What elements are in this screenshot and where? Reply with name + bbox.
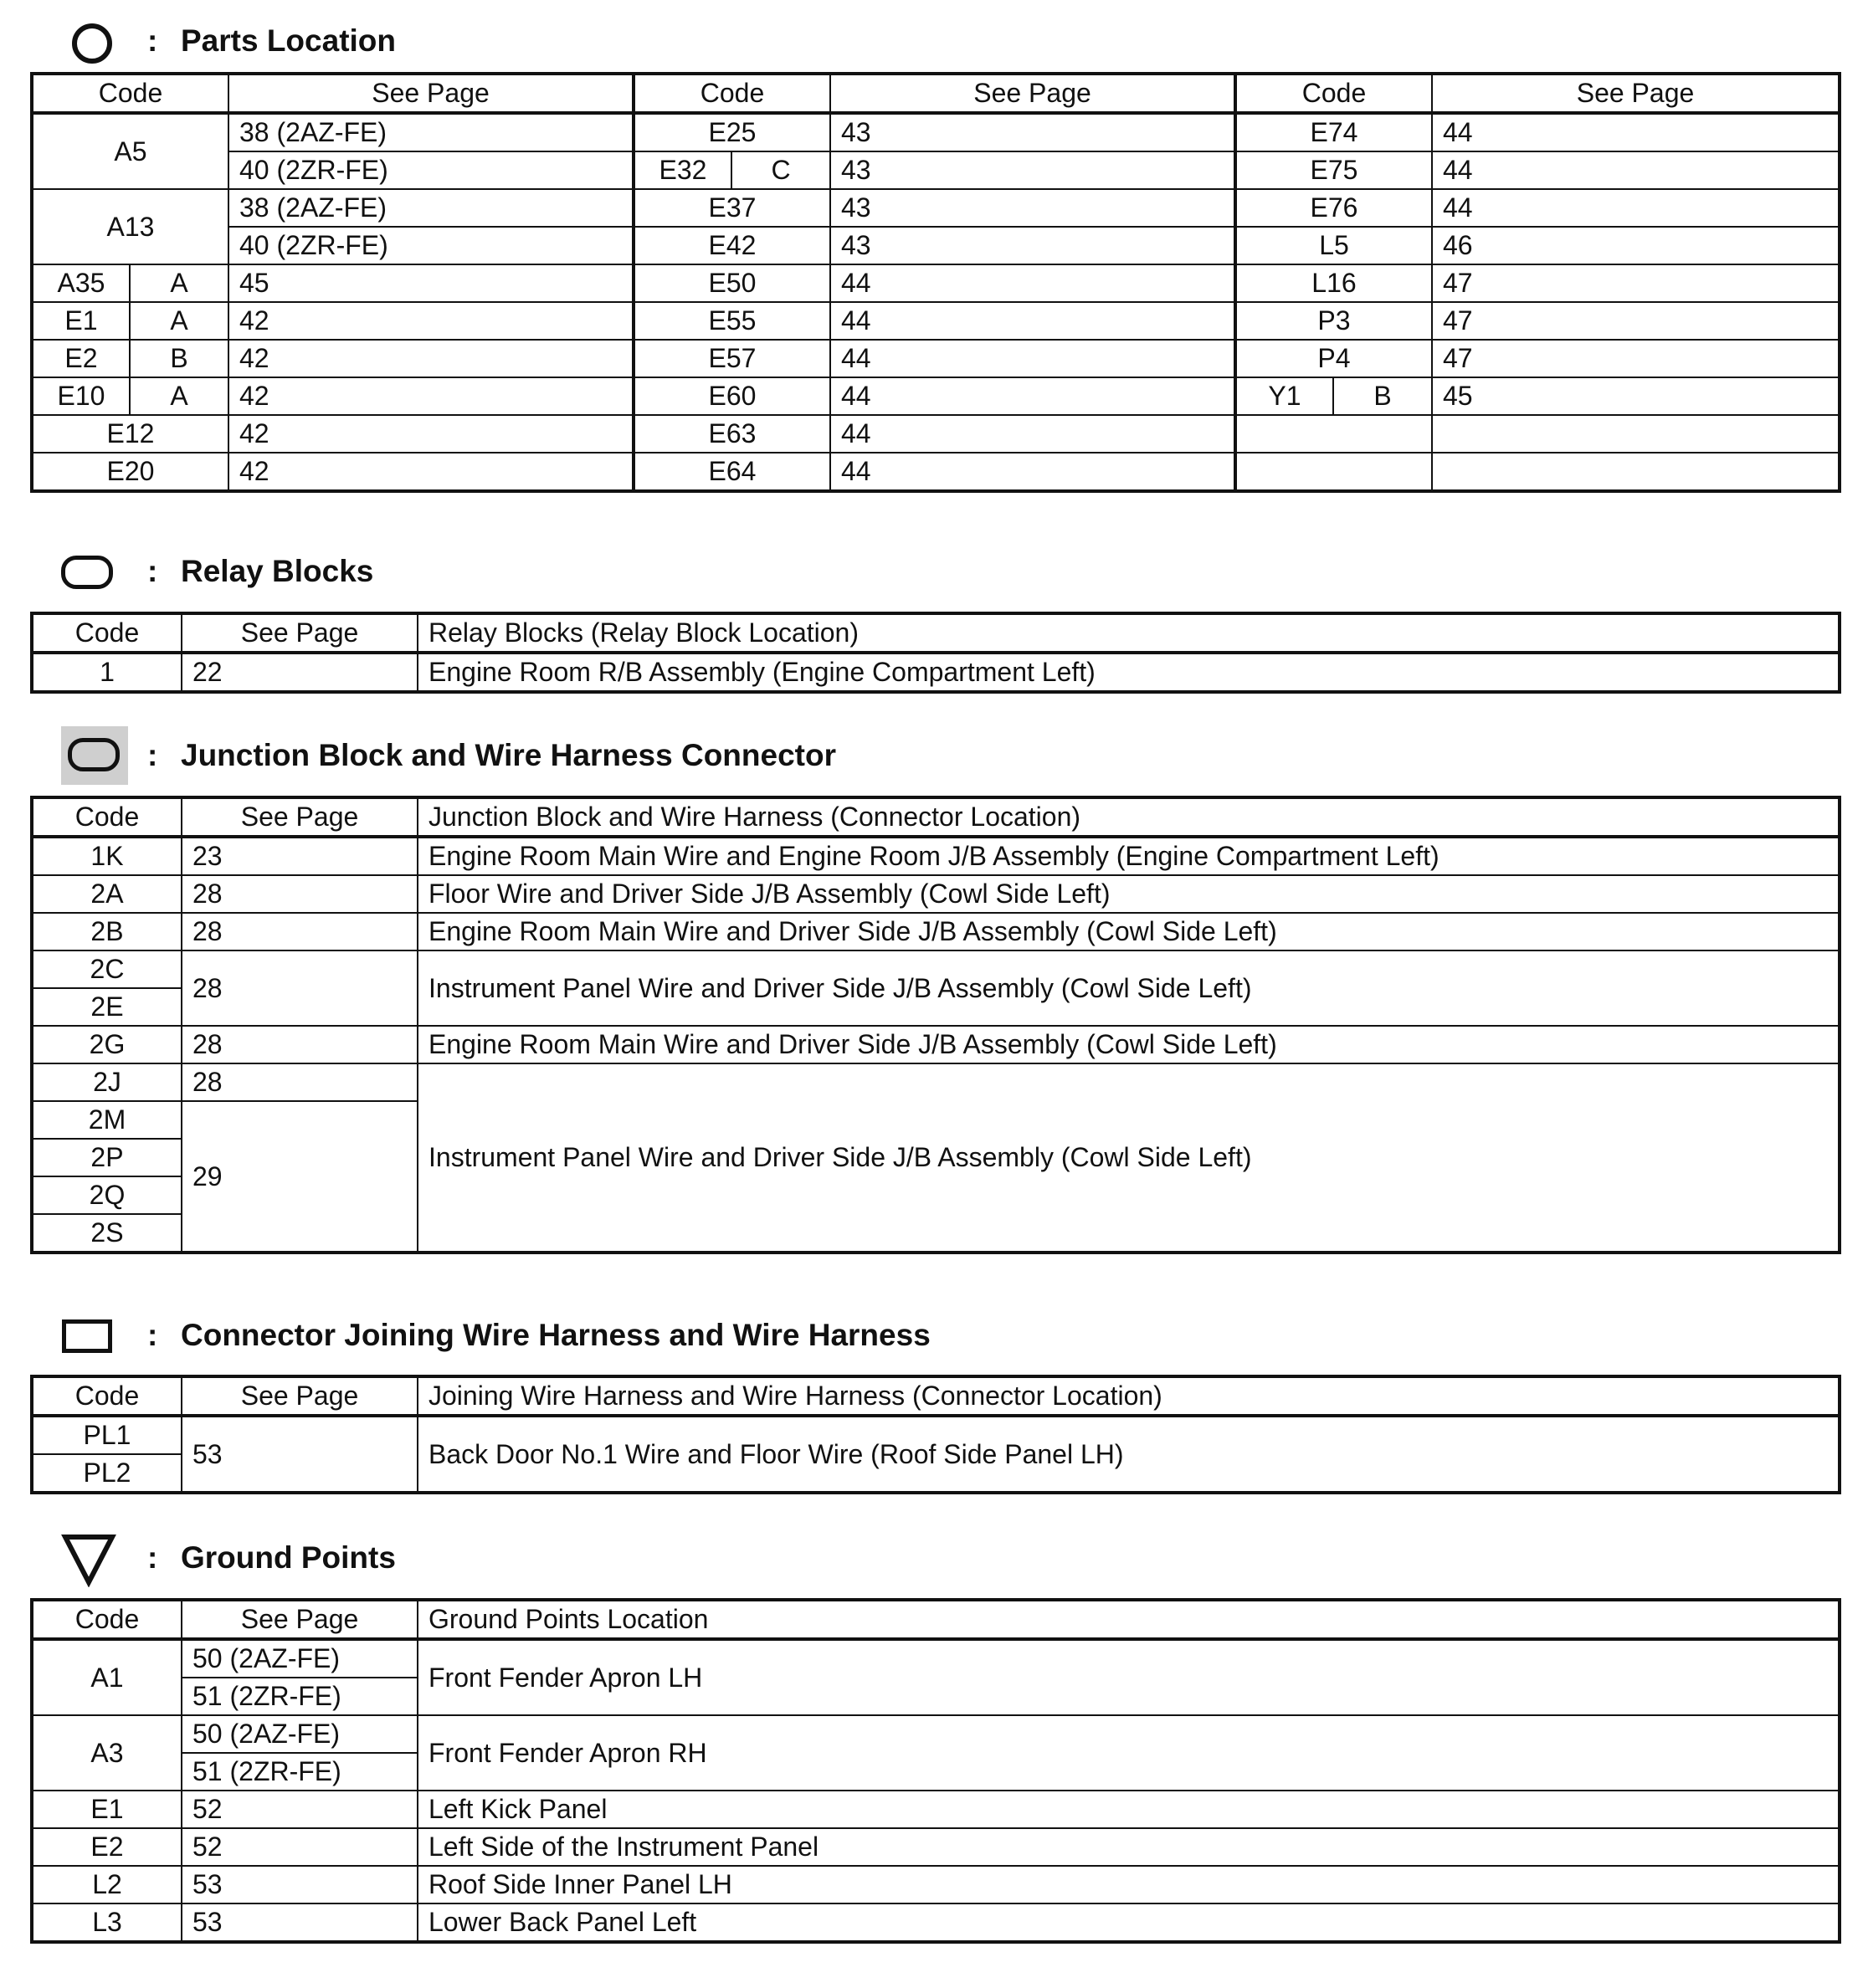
circle-icon: [59, 15, 132, 67]
page-cell: 44: [830, 453, 1235, 491]
parts-location-table: [30, 72, 1841, 493]
table-row: [32, 377, 1840, 415]
code-cell: E74: [1235, 113, 1432, 151]
code-cell: 1K: [32, 837, 182, 875]
code-cell: 1: [32, 653, 182, 692]
section-title-parts-location: [59, 15, 396, 67]
page-cell: 53: [182, 1866, 418, 1903]
code-cell: PL1: [32, 1416, 182, 1454]
location-cell: Engine Room Main Wire and Driver Side J/B Assembly (Cowl Side Left): [418, 1026, 1840, 1063]
page-cell: 29: [182, 1101, 418, 1253]
triangle-down-icon: [59, 1532, 132, 1584]
page-cell: 40 (2ZR-FE): [228, 227, 634, 264]
table-row: [32, 415, 1840, 453]
page-cell: 43: [830, 189, 1235, 227]
header-code: Code: [32, 797, 182, 837]
page-cell: 44: [1432, 151, 1840, 189]
code-cell: E63: [634, 415, 830, 453]
table-header-row: [32, 1600, 1840, 1639]
header-code: Code: [32, 1600, 182, 1639]
header-code: Code: [634, 74, 830, 113]
code-cell: P3: [1235, 302, 1432, 340]
page-cell: 44: [830, 415, 1235, 453]
page-cell: 47: [1432, 340, 1840, 377]
code-cell: E1: [32, 302, 130, 340]
sub-code-cell: B: [130, 340, 228, 377]
header-code: Code: [32, 74, 228, 113]
code-cell: E75: [1235, 151, 1432, 189]
page-cell: 38 (2AZ-FE): [228, 113, 634, 151]
code-cell: 2S: [32, 1214, 182, 1253]
page-cell: 42: [228, 415, 634, 453]
relay-blocks-table: [30, 612, 1841, 694]
page-cell: 47: [1432, 264, 1840, 302]
location-cell: Left Kick Panel: [418, 1791, 1840, 1828]
code-cell: L2: [32, 1866, 182, 1903]
code-cell: Y1: [1235, 377, 1333, 415]
shaded-rounded-rect-icon: [59, 730, 132, 781]
page-cell: 46: [1432, 227, 1840, 264]
page-cell: 44: [830, 377, 1235, 415]
page-cell: 28: [182, 950, 418, 1026]
sub-code-cell: A: [130, 302, 228, 340]
table-row: [32, 113, 1840, 151]
page-cell: 42: [228, 340, 634, 377]
header-location: Junction Block and Wire Harness (Connector Location): [418, 797, 1840, 837]
code-cell: E20: [32, 453, 228, 491]
code-cell: E42: [634, 227, 830, 264]
location-cell: Engine Room R/B Assembly (Engine Compartment Left): [418, 653, 1840, 692]
table-row: [32, 1715, 1840, 1753]
page-cell: 40 (2ZR-FE): [228, 151, 634, 189]
page-cell: 43: [830, 151, 1235, 189]
header-code: Code: [32, 613, 182, 653]
code-cell: 2C: [32, 950, 182, 988]
table-row: [32, 1416, 1840, 1454]
page-cell: 43: [830, 227, 1235, 264]
page-cell: 52: [182, 1791, 418, 1828]
colon: :: [147, 1540, 158, 1575]
code-cell: E12: [32, 415, 228, 453]
table-row: [32, 302, 1840, 340]
ground-points-title: Ground Points: [181, 1540, 396, 1575]
header-see-page: See Page: [182, 1600, 418, 1639]
table-row: [32, 1903, 1840, 1942]
code-cell: E76: [1235, 189, 1432, 227]
code-cell: A13: [32, 189, 228, 264]
code-cell: A3: [32, 1715, 182, 1791]
table-row: [32, 189, 1840, 227]
code-cell: PL2: [32, 1454, 182, 1493]
page-cell: 51 (2ZR-FE): [182, 1753, 418, 1791]
table-row: [32, 1866, 1840, 1903]
table-row: [32, 1026, 1840, 1063]
table-row: [32, 837, 1840, 875]
table-row: [32, 151, 1840, 189]
page-cell: 45: [228, 264, 634, 302]
junction-blocks-title: Junction Block and Wire Harness Connector: [181, 738, 836, 772]
table-row: [32, 453, 1840, 491]
code-cell: 2E: [32, 988, 182, 1026]
code-cell: L16: [1235, 264, 1432, 302]
code-cell: L5: [1235, 227, 1432, 264]
location-cell: Engine Room Main Wire and Engine Room J/B Assembly (Engine Compartment Left): [418, 837, 1840, 875]
table-header-row: [32, 797, 1840, 837]
sub-code-cell: A: [130, 264, 228, 302]
code-cell: E64: [634, 453, 830, 491]
code-cell: E60: [634, 377, 830, 415]
page-cell: 53: [182, 1416, 418, 1493]
page-cell: 47: [1432, 302, 1840, 340]
header-see-page: See Page: [182, 1376, 418, 1416]
rounded-rect-icon: [59, 546, 132, 597]
code-cell: E55: [634, 302, 830, 340]
code-cell: 2Q: [32, 1176, 182, 1214]
table-row: [32, 1639, 1840, 1678]
code-cell: E2: [32, 340, 130, 377]
code-cell: 2P: [32, 1139, 182, 1176]
code-cell: [1235, 453, 1432, 491]
location-cell: Floor Wire and Driver Side J/B Assembly (Cowl Side Left): [418, 875, 1840, 913]
code-cell: [1235, 415, 1432, 453]
code-cell: P4: [1235, 340, 1432, 377]
code-cell: E37: [634, 189, 830, 227]
header-see-page: See Page: [228, 74, 634, 113]
header-location: Relay Blocks (Relay Block Location): [418, 613, 1840, 653]
table-row: [32, 913, 1840, 950]
page-cell: 51 (2ZR-FE): [182, 1678, 418, 1715]
page-cell: 44: [1432, 189, 1840, 227]
page-cell: 42: [228, 453, 634, 491]
page-cell: 23: [182, 837, 418, 875]
connector-joining-table: [30, 1375, 1841, 1494]
page-cell: 53: [182, 1903, 418, 1942]
code-cell: E25: [634, 113, 830, 151]
page-cell: 28: [182, 913, 418, 950]
page-cell: 44: [830, 264, 1235, 302]
code-cell: A5: [32, 113, 228, 189]
page-cell: [1432, 415, 1840, 453]
page-cell: 50 (2AZ-FE): [182, 1639, 418, 1678]
colon: :: [147, 1318, 158, 1352]
header-see-page: See Page: [830, 74, 1235, 113]
relay-blocks-title: Relay Blocks: [181, 554, 374, 588]
table-row: [32, 264, 1840, 302]
page-cell: 44: [1432, 113, 1840, 151]
ground-points-table: [30, 1598, 1841, 1944]
code-cell: E1: [32, 1791, 182, 1828]
junction-blocks-table: [30, 796, 1841, 1254]
header-location: Joining Wire Harness and Wire Harness (Connector Location): [418, 1376, 1840, 1416]
table-row: [32, 340, 1840, 377]
page-cell: 28: [182, 875, 418, 913]
section-title-connector-joining: [59, 1309, 931, 1361]
header-see-page: See Page: [182, 613, 418, 653]
header-see-page: See Page: [182, 797, 418, 837]
section-title-ground-points: [59, 1532, 396, 1584]
location-cell: Left Side of the Instrument Panel: [418, 1828, 1840, 1866]
page-cell: 42: [228, 377, 634, 415]
section-title-relay-blocks: [59, 546, 373, 597]
header-see-page: See Page: [1432, 74, 1840, 113]
table-row: [32, 950, 1840, 988]
header-code: Code: [32, 1376, 182, 1416]
location-cell: Roof Side Inner Panel LH: [418, 1866, 1840, 1903]
page-cell: 22: [182, 653, 418, 692]
colon: :: [147, 23, 158, 58]
table-header-row: [32, 1376, 1840, 1416]
table-row: [32, 1828, 1840, 1866]
table-row: [32, 1063, 1840, 1101]
page-cell: 43: [830, 113, 1235, 151]
location-cell: Back Door No.1 Wire and Floor Wire (Roof Side Panel LH): [418, 1416, 1840, 1493]
code-cell: L3: [32, 1903, 182, 1942]
header-code: Code: [1235, 74, 1432, 113]
page-cell: 52: [182, 1828, 418, 1866]
page-cell: 28: [182, 1063, 418, 1101]
page-cell: 28: [182, 1026, 418, 1063]
page-cell: 50 (2AZ-FE): [182, 1715, 418, 1753]
section-title-junction-block: [59, 730, 836, 781]
page-cell: 38 (2AZ-FE): [228, 189, 634, 227]
code-cell: 2J: [32, 1063, 182, 1101]
table-row: [32, 1791, 1840, 1828]
code-cell: E57: [634, 340, 830, 377]
location-cell: Instrument Panel Wire and Driver Side J/B Assembly (Cowl Side Left): [418, 1063, 1840, 1253]
table-header-row: [32, 613, 1840, 653]
code-cell: 2G: [32, 1026, 182, 1063]
code-cell: E10: [32, 377, 130, 415]
header-location: Ground Points Location: [418, 1600, 1840, 1639]
colon: :: [147, 738, 158, 772]
location-cell: Engine Room Main Wire and Driver Side J/B Assembly (Cowl Side Left): [418, 913, 1840, 950]
location-cell: Front Fender Apron RH: [418, 1715, 1840, 1791]
location-cell: Front Fender Apron LH: [418, 1639, 1840, 1715]
code-cell: E32: [634, 151, 731, 189]
code-cell: 2B: [32, 913, 182, 950]
page-cell: [1432, 453, 1840, 491]
code-cell: E50: [634, 264, 830, 302]
connector-joining-title: Connector Joining Wire Harness and Wire Harness: [181, 1318, 931, 1352]
code-cell: A1: [32, 1639, 182, 1715]
page-cell: 44: [830, 302, 1235, 340]
table-row: [32, 227, 1840, 264]
rectangle-icon: [59, 1309, 132, 1361]
table-row: [32, 875, 1840, 913]
code-cell: A35: [32, 264, 130, 302]
sub-code-cell: B: [1333, 377, 1432, 415]
code-cell: E2: [32, 1828, 182, 1866]
page-cell: 44: [830, 340, 1235, 377]
location-cell: Lower Back Panel Left: [418, 1903, 1840, 1942]
page-cell: 45: [1432, 377, 1840, 415]
colon: :: [147, 554, 158, 588]
sub-code-cell: C: [731, 151, 830, 189]
parts-location-title: Parts Location: [181, 23, 396, 58]
code-cell: 2A: [32, 875, 182, 913]
table-header-row: [32, 74, 1840, 113]
table-row: [32, 653, 1840, 692]
location-cell: Instrument Panel Wire and Driver Side J/B Assembly (Cowl Side Left): [418, 950, 1840, 1026]
sub-code-cell: A: [130, 377, 228, 415]
page-cell: 42: [228, 302, 634, 340]
code-cell: 2M: [32, 1101, 182, 1139]
